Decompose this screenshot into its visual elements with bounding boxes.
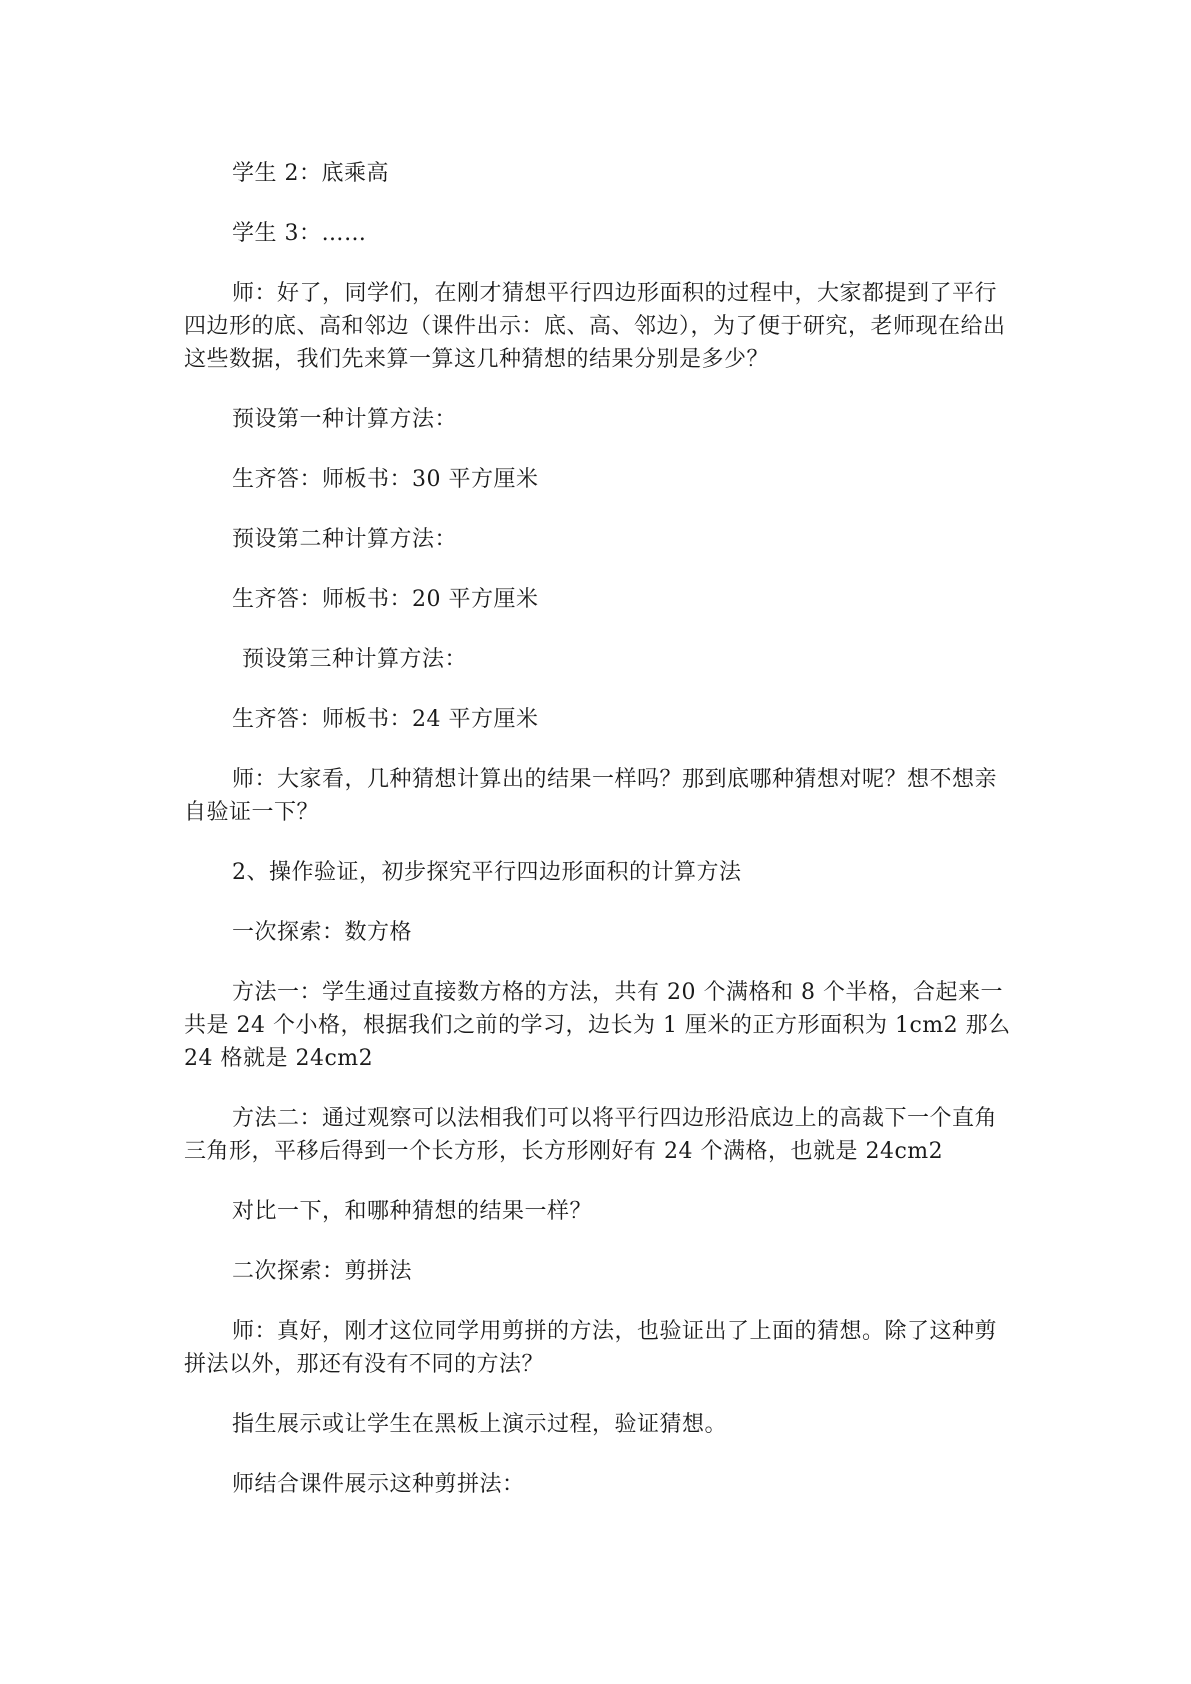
paragraph-method-one: 方法一：学生通过直接数方格的方法，共有 20 个满格和 8 个半格，合起来一共是 24 个小格，根据我们之前的学习，边长为 1 厘米的正方形面积为 1cm2 那么 24 格就是 24cm2 [184,980,1011,1071]
paragraph-method-two: 方法二：通过观察可以法相我们可以将平行四边形沿底边上的高裁下一个直角三角形，平移后得到一个长方形，长方形刚好有 24 个满格，也就是 24cm2 [184,1106,998,1164]
paragraph-student-2: 学生 2：底乘高 [232,161,389,186]
paragraph-student-demo: 指生展示或让学生在黑板上演示过程，验证猜想。 [232,1412,728,1437]
paragraph-courseware-demo: 师结合课件展示这种剪拼法： [232,1472,525,1497]
paragraph-first-exploration: 一次探索：数方格 [232,920,413,945]
paragraph-student-3: 学生 3：…… [232,221,367,246]
paragraph-section-2-heading: 2、操作验证，初步探究平行四边形面积的计算方法 [232,860,742,885]
paragraph-answer-30: 生齐答：师板书：30 平方厘米 [232,467,539,492]
paragraph-teacher-praise: 师：真好，刚才这位同学用剪拼的方法，也验证出了上面的猜想。除了这种剪拼法以外，那还有没有不同的方法？ [184,1319,998,1377]
paragraph-compare: 对比一下，和哪种猜想的结果一样？ [232,1199,593,1224]
paragraph-answer-24: 生齐答：师板书：24 平方厘米 [232,707,539,732]
document-body [184,157,1014,1528]
paragraph-method-1-label: 预设第一种计算方法： [232,407,458,432]
paragraph-answer-20: 生齐答：师板书：20 平方厘米 [232,587,539,612]
paragraph-method-3-label: 预设第三种计算方法： [242,647,468,672]
paragraph-teacher-question: 师：大家看，几种猜想计算出的结果一样吗？那到底哪种猜想对呢？想不想亲自验证一下？ [184,767,998,825]
paragraph-teacher-intro: 师：好了，同学们，在刚才猜想平行四边形面积的过程中，大家都提到了平行四边形的底、高和邻边（课件出示：底、高、邻边），为了便于研究，老师现在给出这些数据，我们先来算一算这几种猜想的结果分别是多少？ [184,281,1006,372]
paragraph-second-exploration: 二次探索：剪拼法 [232,1259,413,1284]
paragraph-method-2-label: 预设第二种计算方法： [232,527,458,552]
